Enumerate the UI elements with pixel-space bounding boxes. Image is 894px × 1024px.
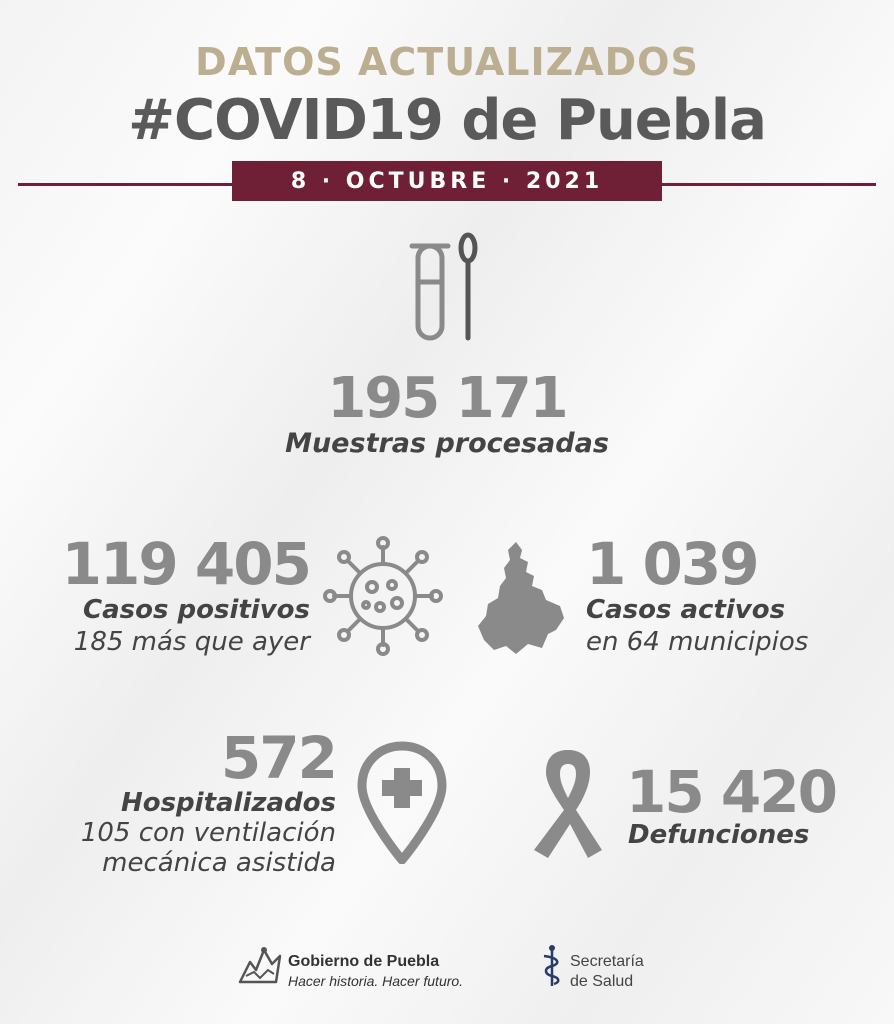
activos-label: Casos activos [586, 595, 786, 625]
gobierno-puebla-logo-icon [236, 942, 284, 986]
muestras-value: 195 171 [327, 366, 567, 431]
hospitalizados-label: Hospitalizados [120, 788, 336, 818]
defunciones-value: 15 420 [626, 758, 836, 826]
salud-line2: de Salud [570, 973, 634, 990]
hospitalizados-sub1: 105 con ventilación [80, 818, 336, 848]
activos-value: 1 039 [586, 530, 758, 598]
page-title: #COVID19 de Puebla [128, 88, 766, 153]
header-supertitle: DATOS ACTUALIZADOS [195, 40, 699, 84]
virus-icon [322, 535, 444, 657]
caduceus-icon [540, 944, 564, 988]
muestras-label: Muestras procesadas [285, 428, 609, 459]
date-banner [232, 161, 662, 201]
hospitalizados-value: 572 [220, 724, 336, 792]
gobierno-slogan: Hacer historia. Hacer futuro. [288, 973, 464, 989]
positivos-label: Casos positivos [83, 595, 310, 625]
date-text: 8 · OCTUBRE · 2021 [290, 168, 604, 194]
gobierno-name: Gobierno de Puebla [288, 953, 440, 970]
salud-line1: Secretaría [570, 953, 644, 970]
positivos-value: 119 405 [61, 530, 310, 598]
awareness-ribbon-icon [530, 744, 606, 860]
hospital-pin-icon [354, 740, 450, 864]
defunciones-label: Defunciones [628, 820, 810, 850]
hospitalizados-sub2: mecánica asistida [102, 848, 336, 878]
positivos-sub: 185 más que ayer [73, 627, 310, 657]
puebla-map-icon [476, 540, 566, 658]
test-tube-swab-icon [408, 232, 488, 344]
activos-sub: en 64 municipios [586, 627, 809, 657]
